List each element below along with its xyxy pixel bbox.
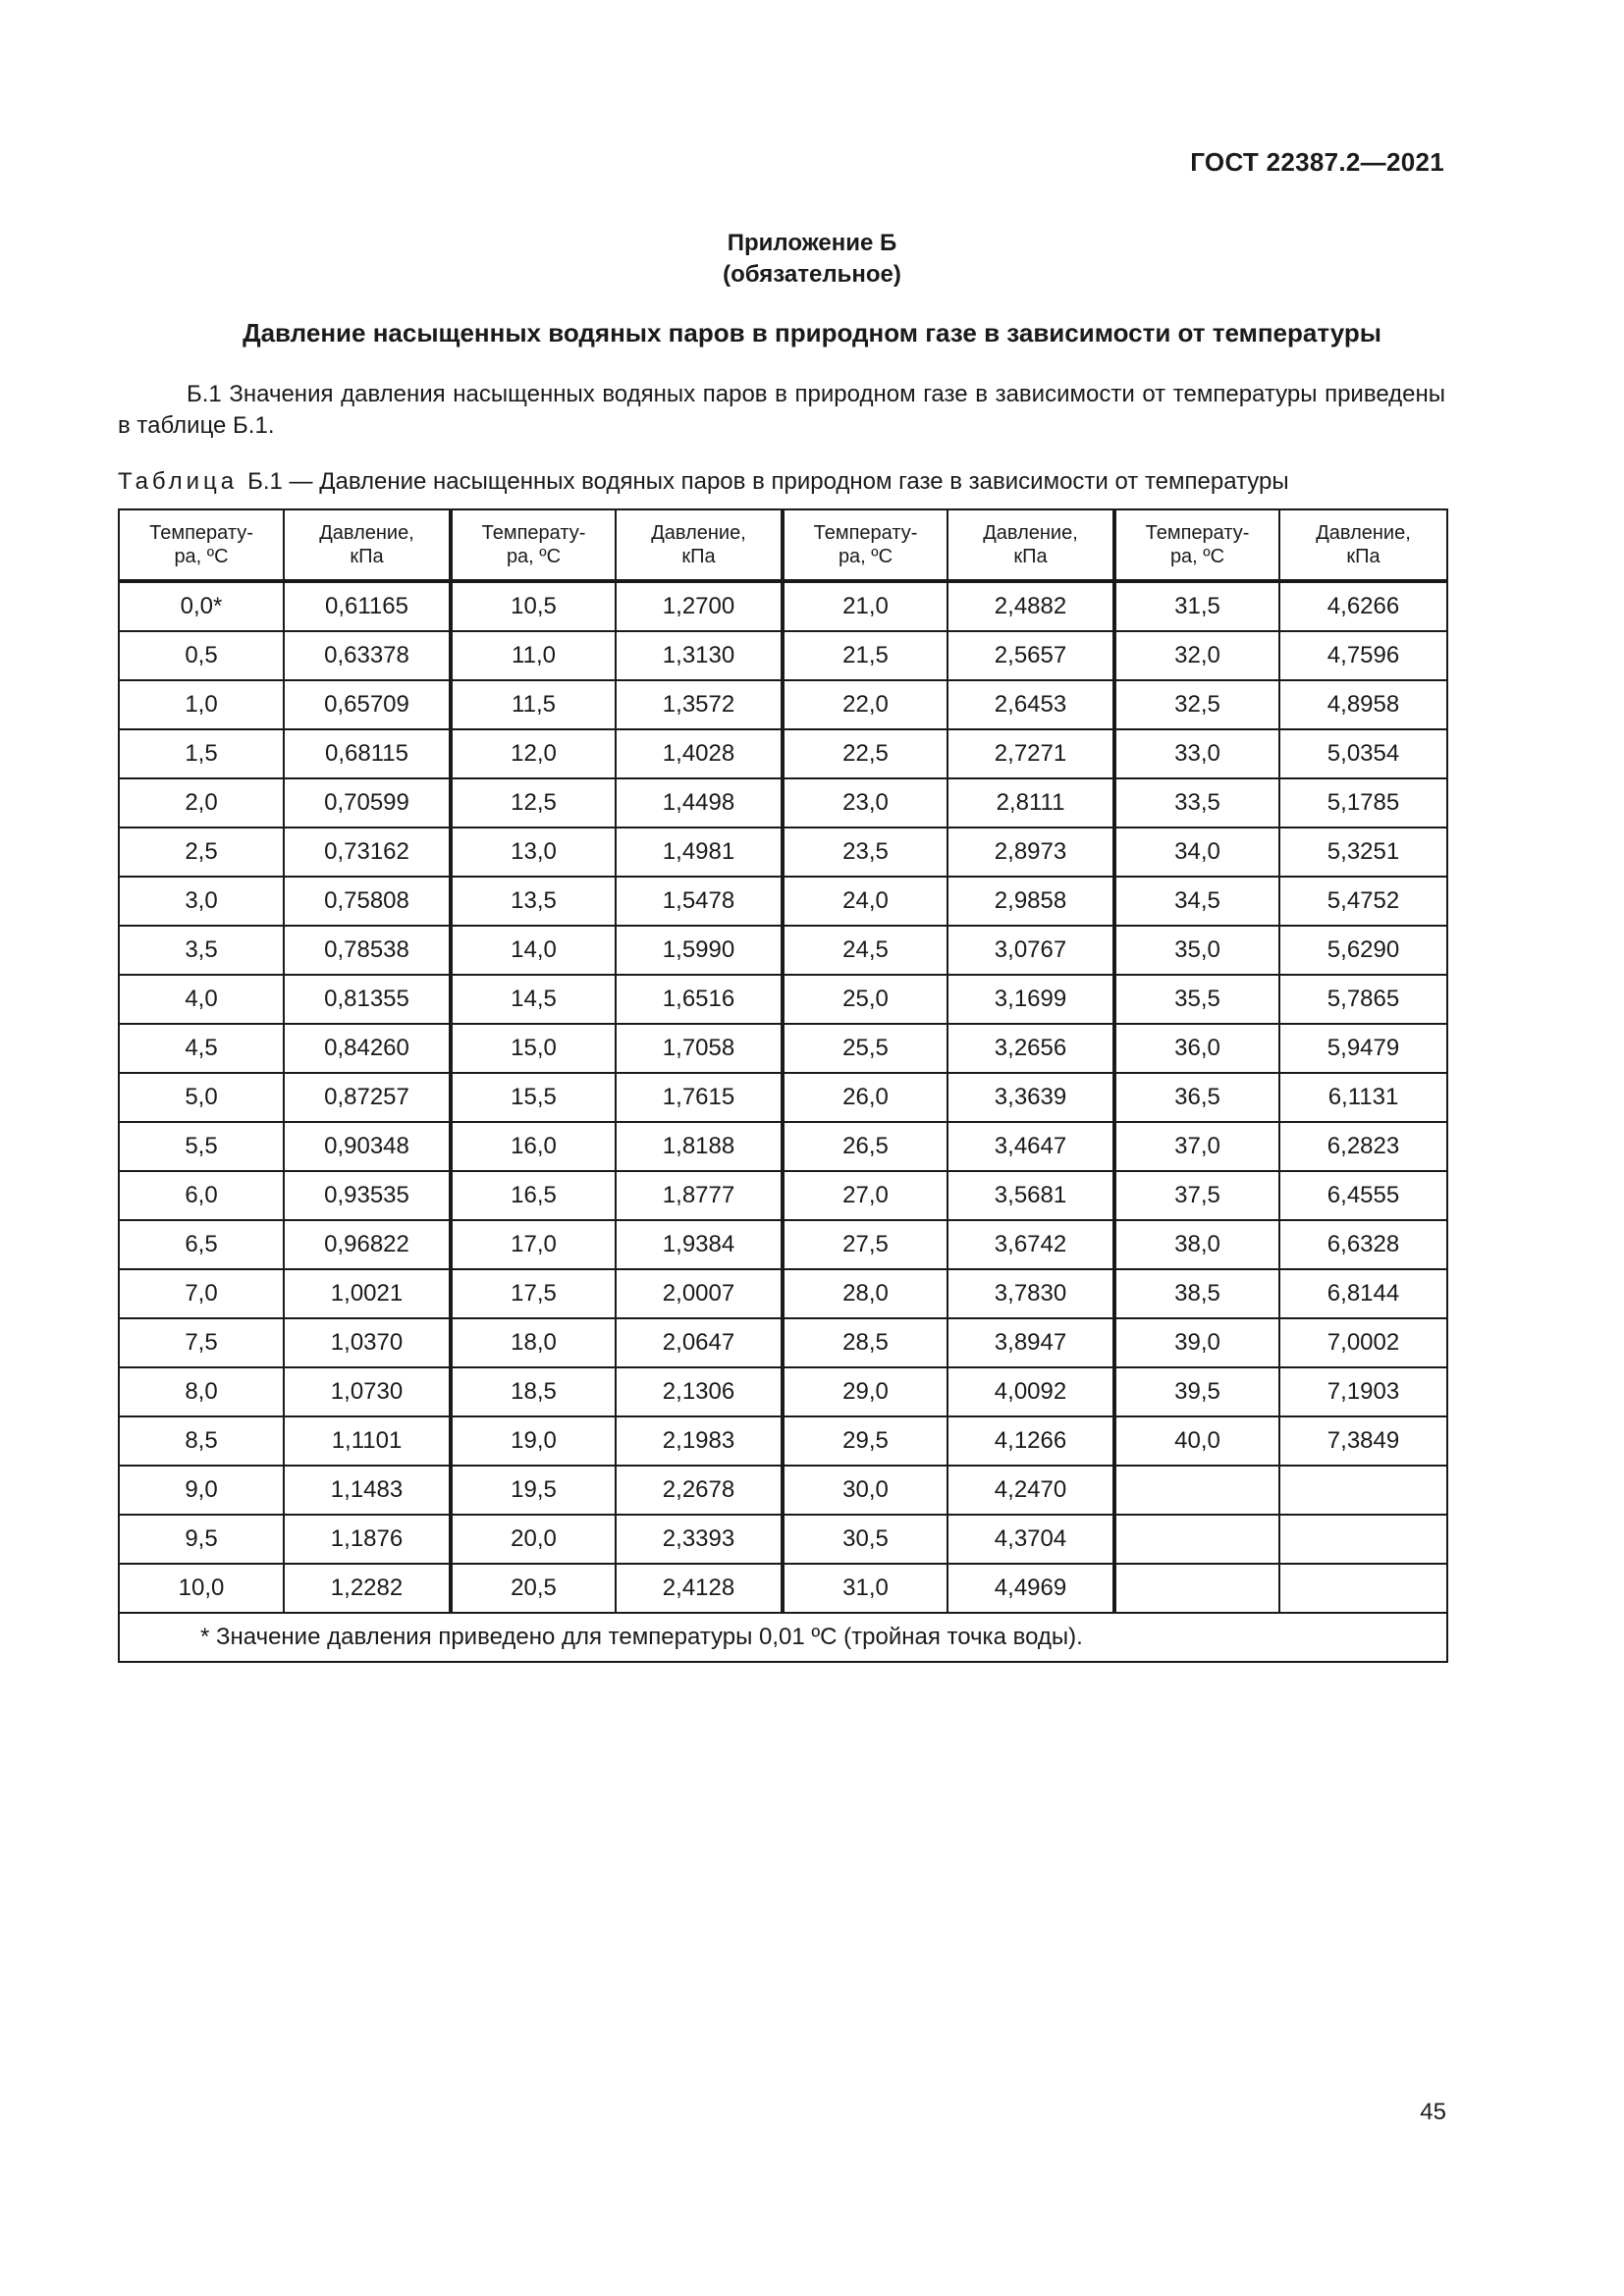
temperature-cell: 26,5 — [783, 1122, 947, 1171]
table-row — [119, 729, 1447, 778]
pressure-cell: 1,0730 — [284, 1367, 451, 1416]
pressure-cell: 5,6290 — [1279, 926, 1447, 975]
pressure-cell: 1,5478 — [616, 877, 783, 926]
table-row — [119, 975, 1447, 1024]
table-row — [119, 1122, 1447, 1171]
table-row — [119, 1564, 1447, 1613]
pressure-cell: 3,0767 — [947, 926, 1114, 975]
table-row — [119, 631, 1447, 680]
pressure-cell: 2,1983 — [616, 1416, 783, 1466]
temperature-cell: 27,5 — [783, 1220, 947, 1269]
pressure-cell: 2,3393 — [616, 1515, 783, 1564]
pressure-cell: 6,1131 — [1279, 1073, 1447, 1122]
pressure-cell: 0,68115 — [284, 729, 451, 778]
header-pressure: Давление, кПа — [947, 509, 1114, 581]
pressure-cell: 3,1699 — [947, 975, 1114, 1024]
table-row — [119, 680, 1447, 729]
temperature-cell: 3,5 — [119, 926, 284, 975]
temperature-cell: 25,5 — [783, 1024, 947, 1073]
pressure-cell: 6,8144 — [1279, 1269, 1447, 1318]
temperature-cell: 7,5 — [119, 1318, 284, 1367]
temperature-cell: 4,0 — [119, 975, 284, 1024]
table-row — [119, 1318, 1447, 1367]
temperature-cell: 30,0 — [783, 1466, 947, 1515]
pressure-cell: 4,0092 — [947, 1367, 1114, 1416]
pressure-cell: 1,0370 — [284, 1318, 451, 1367]
temperature-cell: 22,0 — [783, 680, 947, 729]
temperature-cell: 9,0 — [119, 1466, 284, 1515]
temperature-cell: 34,5 — [1114, 877, 1279, 926]
temperature-cell: 35,0 — [1114, 926, 1279, 975]
pressure-cell: 1,8188 — [616, 1122, 783, 1171]
table-row — [119, 1220, 1447, 1269]
temperature-cell: 12,0 — [451, 729, 616, 778]
table-row — [119, 1515, 1447, 1564]
table-body — [119, 581, 1447, 1613]
temperature-cell: 38,0 — [1114, 1220, 1279, 1269]
temperature-cell: 15,0 — [451, 1024, 616, 1073]
pressure-cell: 2,8111 — [947, 778, 1114, 828]
table-footnote: * Значение давления приведено для температуры 0,01 ºС (тройная точка воды). — [119, 1613, 1447, 1662]
pressure-cell: 4,7596 — [1279, 631, 1447, 680]
document-code: ГОСТ 22387.2—2021 — [1190, 147, 1444, 177]
pressure-cell: 1,3572 — [616, 680, 783, 729]
temperature-cell: 19,5 — [451, 1466, 616, 1515]
section-heading: Давление насыщенных водяных паров в природном газе в зависимости от температуры — [243, 318, 1381, 347]
temperature-cell: 11,5 — [451, 680, 616, 729]
pressure-cell: 1,3130 — [616, 631, 783, 680]
temperature-cell: 36,0 — [1114, 1024, 1279, 1073]
pressure-cell: 1,9384 — [616, 1220, 783, 1269]
pressure-cell: 1,4028 — [616, 729, 783, 778]
pressure-cell: 1,1876 — [284, 1515, 451, 1564]
pressure-cell: 2,1306 — [616, 1367, 783, 1416]
temperature-cell: 18,0 — [451, 1318, 616, 1367]
pressure-cell: 5,0354 — [1279, 729, 1447, 778]
pressure-cell — [1279, 1466, 1447, 1515]
table-header-row — [119, 509, 1447, 581]
table-row — [119, 1466, 1447, 1515]
pressure-cell: 1,7615 — [616, 1073, 783, 1122]
header-pressure: Давление, кПа — [284, 509, 451, 581]
temperature-cell: 10,0 — [119, 1564, 284, 1613]
pressure-cell: 0,96822 — [284, 1220, 451, 1269]
intro-paragraph: Б.1 Значения давления насыщенных водяных паров в природном газе в зависимости от температуры приведены в таблице Б.1. — [118, 381, 1445, 439]
pressure-cell: 4,6266 — [1279, 581, 1447, 631]
pressure-cell: 3,6742 — [947, 1220, 1114, 1269]
temperature-cell: 35,5 — [1114, 975, 1279, 1024]
pressure-cell: 0,63378 — [284, 631, 451, 680]
temperature-cell: 16,0 — [451, 1122, 616, 1171]
header-temperature: Температу- ра, ºС — [451, 509, 616, 581]
pressure-cell: 2,0007 — [616, 1269, 783, 1318]
temperature-cell: 17,5 — [451, 1269, 616, 1318]
pressure-cell — [1279, 1564, 1447, 1613]
temperature-cell: 22,5 — [783, 729, 947, 778]
temperature-cell: 39,0 — [1114, 1318, 1279, 1367]
pressure-cell: 2,4882 — [947, 581, 1114, 631]
temperature-cell: 18,5 — [451, 1367, 616, 1416]
temperature-cell: 14,0 — [451, 926, 616, 975]
table-footer — [119, 1613, 1447, 1662]
pressure-cell: 2,8973 — [947, 828, 1114, 877]
temperature-cell: 38,5 — [1114, 1269, 1279, 1318]
pressure-cell: 1,2282 — [284, 1564, 451, 1613]
header-temperature: Температу- ра, ºС — [783, 509, 947, 581]
annex-title: Приложение Б — [727, 230, 897, 256]
table-caption-text: Б.1 — Давление насыщенных водяных паров в природном газе в зависимости от температуры — [247, 468, 1289, 495]
temperature-cell: 11,0 — [451, 631, 616, 680]
pressure-cell: 0,73162 — [284, 828, 451, 877]
pressure-cell: 1,8777 — [616, 1171, 783, 1220]
temperature-cell: 23,0 — [783, 778, 947, 828]
temperature-cell: 19,0 — [451, 1416, 616, 1466]
pressure-cell: 7,0002 — [1279, 1318, 1447, 1367]
temperature-cell: 1,5 — [119, 729, 284, 778]
temperature-cell: 21,5 — [783, 631, 947, 680]
pressure-cell: 1,1483 — [284, 1466, 451, 1515]
temperature-cell: 20,0 — [451, 1515, 616, 1564]
table-row — [119, 1416, 1447, 1466]
temperature-cell: 13,0 — [451, 828, 616, 877]
temperature-cell: 37,0 — [1114, 1122, 1279, 1171]
temperature-cell — [1114, 1564, 1279, 1613]
table-row — [119, 1269, 1447, 1318]
pressure-cell — [1279, 1515, 1447, 1564]
pressure-cell: 0,70599 — [284, 778, 451, 828]
temperature-cell: 33,0 — [1114, 729, 1279, 778]
pressure-cell: 7,3849 — [1279, 1416, 1447, 1466]
temperature-cell — [1114, 1515, 1279, 1564]
temperature-cell: 25,0 — [783, 975, 947, 1024]
header-temperature: Температу- ра, ºС — [119, 509, 284, 581]
header-pressure: Давление, кПа — [1279, 509, 1447, 581]
table-row — [119, 1024, 1447, 1073]
temperature-cell: 2,5 — [119, 828, 284, 877]
temperature-cell: 32,5 — [1114, 680, 1279, 729]
temperature-cell: 24,5 — [783, 926, 947, 975]
temperature-cell: 23,5 — [783, 828, 947, 877]
temperature-cell: 27,0 — [783, 1171, 947, 1220]
header-temperature: Температу- ра, ºС — [1114, 509, 1279, 581]
pressure-cell: 0,61165 — [284, 581, 451, 631]
footnote-row — [119, 1613, 1447, 1662]
pressure-cell: 1,6516 — [616, 975, 783, 1024]
header-pressure: Давление, кПа — [616, 509, 783, 581]
pressure-cell: 4,1266 — [947, 1416, 1114, 1466]
temperature-cell: 0,5 — [119, 631, 284, 680]
pressure-cell: 5,4752 — [1279, 877, 1447, 926]
table-row — [119, 926, 1447, 975]
temperature-cell: 5,0 — [119, 1073, 284, 1122]
temperature-cell: 2,0 — [119, 778, 284, 828]
temperature-cell: 3,0 — [119, 877, 284, 926]
pressure-cell: 0,81355 — [284, 975, 451, 1024]
pressure-cell: 2,4128 — [616, 1564, 783, 1613]
table-row — [119, 828, 1447, 877]
table-row — [119, 778, 1447, 828]
table-row — [119, 877, 1447, 926]
pressure-cell: 1,1101 — [284, 1416, 451, 1466]
table-header — [119, 509, 1447, 581]
annex-header — [0, 228, 1624, 291]
temperature-cell: 6,5 — [119, 1220, 284, 1269]
temperature-cell: 20,5 — [451, 1564, 616, 1613]
temperature-cell: 10,5 — [451, 581, 616, 631]
temperature-cell: 1,0 — [119, 680, 284, 729]
annex-status: (обязательное) — [723, 261, 901, 288]
table-row — [119, 581, 1447, 631]
temperature-cell: 30,5 — [783, 1515, 947, 1564]
temperature-cell: 6,0 — [119, 1171, 284, 1220]
table-row — [119, 1171, 1447, 1220]
pressure-cell: 2,0647 — [616, 1318, 783, 1367]
pressure-cell: 0,87257 — [284, 1073, 451, 1122]
pressure-cell: 0,65709 — [284, 680, 451, 729]
pressure-cell: 1,5990 — [616, 926, 783, 975]
temperature-cell: 9,5 — [119, 1515, 284, 1564]
pressure-cell: 5,1785 — [1279, 778, 1447, 828]
table-row — [119, 1073, 1447, 1122]
pressure-cell: 3,8947 — [947, 1318, 1114, 1367]
temperature-cell: 40,0 — [1114, 1416, 1279, 1466]
temperature-cell: 5,5 — [119, 1122, 284, 1171]
table-row — [119, 1367, 1447, 1416]
pressure-cell: 2,6453 — [947, 680, 1114, 729]
pressure-cell: 0,78538 — [284, 926, 451, 975]
temperature-cell: 26,0 — [783, 1073, 947, 1122]
pressure-cell: 0,90348 — [284, 1122, 451, 1171]
pressure-cell: 2,5657 — [947, 631, 1114, 680]
temperature-cell: 13,5 — [451, 877, 616, 926]
pressure-cell: 6,4555 — [1279, 1171, 1447, 1220]
temperature-cell: 31,0 — [783, 1564, 947, 1613]
table-caption — [118, 468, 1289, 496]
pressure-cell: 4,3704 — [947, 1515, 1114, 1564]
temperature-cell: 32,0 — [1114, 631, 1279, 680]
page-number: 45 — [1420, 2099, 1446, 2125]
temperature-cell: 21,0 — [783, 581, 947, 631]
pressure-table — [118, 508, 1448, 1663]
temperature-cell: 17,0 — [451, 1220, 616, 1269]
temperature-cell: 4,5 — [119, 1024, 284, 1073]
temperature-cell: 0,0* — [119, 581, 284, 631]
pressure-cell: 2,2678 — [616, 1466, 783, 1515]
temperature-cell: 37,5 — [1114, 1171, 1279, 1220]
pressure-cell: 5,9479 — [1279, 1024, 1447, 1073]
temperature-cell: 8,0 — [119, 1367, 284, 1416]
pressure-cell: 3,4647 — [947, 1122, 1114, 1171]
pressure-cell: 3,7830 — [947, 1269, 1114, 1318]
pressure-cell: 0,84260 — [284, 1024, 451, 1073]
pressure-cell: 1,4981 — [616, 828, 783, 877]
temperature-cell: 12,5 — [451, 778, 616, 828]
pressure-cell: 7,1903 — [1279, 1367, 1447, 1416]
temperature-cell: 29,0 — [783, 1367, 947, 1416]
pressure-cell: 3,5681 — [947, 1171, 1114, 1220]
pressure-cell: 1,0021 — [284, 1269, 451, 1318]
temperature-cell: 24,0 — [783, 877, 947, 926]
temperature-cell: 7,0 — [119, 1269, 284, 1318]
pressure-cell: 5,3251 — [1279, 828, 1447, 877]
temperature-cell: 28,0 — [783, 1269, 947, 1318]
temperature-cell: 29,5 — [783, 1416, 947, 1466]
pressure-cell: 2,9858 — [947, 877, 1114, 926]
pressure-cell: 1,4498 — [616, 778, 783, 828]
temperature-cell: 39,5 — [1114, 1367, 1279, 1416]
temperature-cell: 36,5 — [1114, 1073, 1279, 1122]
pressure-cell: 5,7865 — [1279, 975, 1447, 1024]
pressure-cell: 1,2700 — [616, 581, 783, 631]
temperature-cell: 14,5 — [451, 975, 616, 1024]
temperature-cell: 8,5 — [119, 1416, 284, 1466]
pressure-cell: 0,93535 — [284, 1171, 451, 1220]
temperature-cell: 28,5 — [783, 1318, 947, 1367]
pressure-cell: 4,4969 — [947, 1564, 1114, 1613]
temperature-cell: 31,5 — [1114, 581, 1279, 631]
pressure-cell: 4,8958 — [1279, 680, 1447, 729]
pressure-cell: 6,6328 — [1279, 1220, 1447, 1269]
temperature-cell: 34,0 — [1114, 828, 1279, 877]
pressure-cell: 4,2470 — [947, 1466, 1114, 1515]
temperature-cell: 33,5 — [1114, 778, 1279, 828]
temperature-cell: 15,5 — [451, 1073, 616, 1122]
pressure-cell: 2,7271 — [947, 729, 1114, 778]
table-caption-label: Таблица — [118, 468, 239, 495]
pressure-cell: 6,2823 — [1279, 1122, 1447, 1171]
pressure-cell: 3,2656 — [947, 1024, 1114, 1073]
pressure-cell: 1,7058 — [616, 1024, 783, 1073]
temperature-cell: 16,5 — [451, 1171, 616, 1220]
pressure-cell: 3,3639 — [947, 1073, 1114, 1122]
temperature-cell — [1114, 1466, 1279, 1515]
pressure-cell: 0,75808 — [284, 877, 451, 926]
